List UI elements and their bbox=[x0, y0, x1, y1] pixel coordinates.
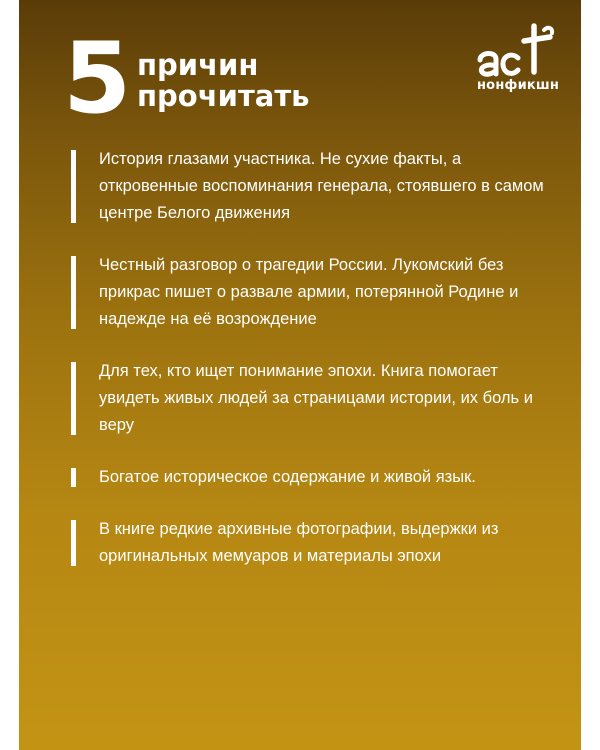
reasons-list bbox=[71, 146, 561, 595]
ast-logo-icon bbox=[474, 22, 558, 82]
reason-item-2 bbox=[71, 252, 561, 333]
title-line-1: причин bbox=[137, 48, 259, 82]
logo-wordmark: нонфикшн bbox=[477, 78, 560, 93]
reason-bar bbox=[71, 256, 76, 329]
promo-card bbox=[19, 0, 581, 750]
reason-text: История глазами участника. Не сухие факты, а откровенные воспоминания генерала, стоявшего в самом центре Белого движения bbox=[99, 150, 544, 222]
reason-item-1 bbox=[71, 146, 561, 227]
reason-count: 5 bbox=[63, 22, 130, 136]
title-line-2: прочитать bbox=[137, 79, 310, 113]
reason-item-4 bbox=[71, 464, 561, 491]
reason-bar bbox=[71, 468, 76, 487]
reason-text: Богатое историческое содержание и живой язык. bbox=[99, 468, 476, 486]
reason-bar bbox=[71, 150, 76, 223]
page-title bbox=[137, 50, 309, 112]
reason-item-5 bbox=[71, 516, 561, 570]
reason-text: В книге редкие архивные фотографии, выдержки из оригинальных мемуаров и материалы эпохи bbox=[99, 520, 499, 565]
reason-bar bbox=[71, 362, 76, 435]
publisher-logo bbox=[474, 22, 558, 100]
reason-item-3 bbox=[71, 358, 561, 439]
reason-text: Честный разговор о трагедии России. Лукомский без прикрас пишет о развале армии, потерянной Родине и надежде на её возрождение bbox=[99, 256, 519, 328]
reason-text: Для тех, кто ищет понимание эпохи. Книга помогает увидеть живых людей за страницами истории, их боль и веру bbox=[99, 362, 533, 434]
reason-bar bbox=[71, 520, 76, 566]
